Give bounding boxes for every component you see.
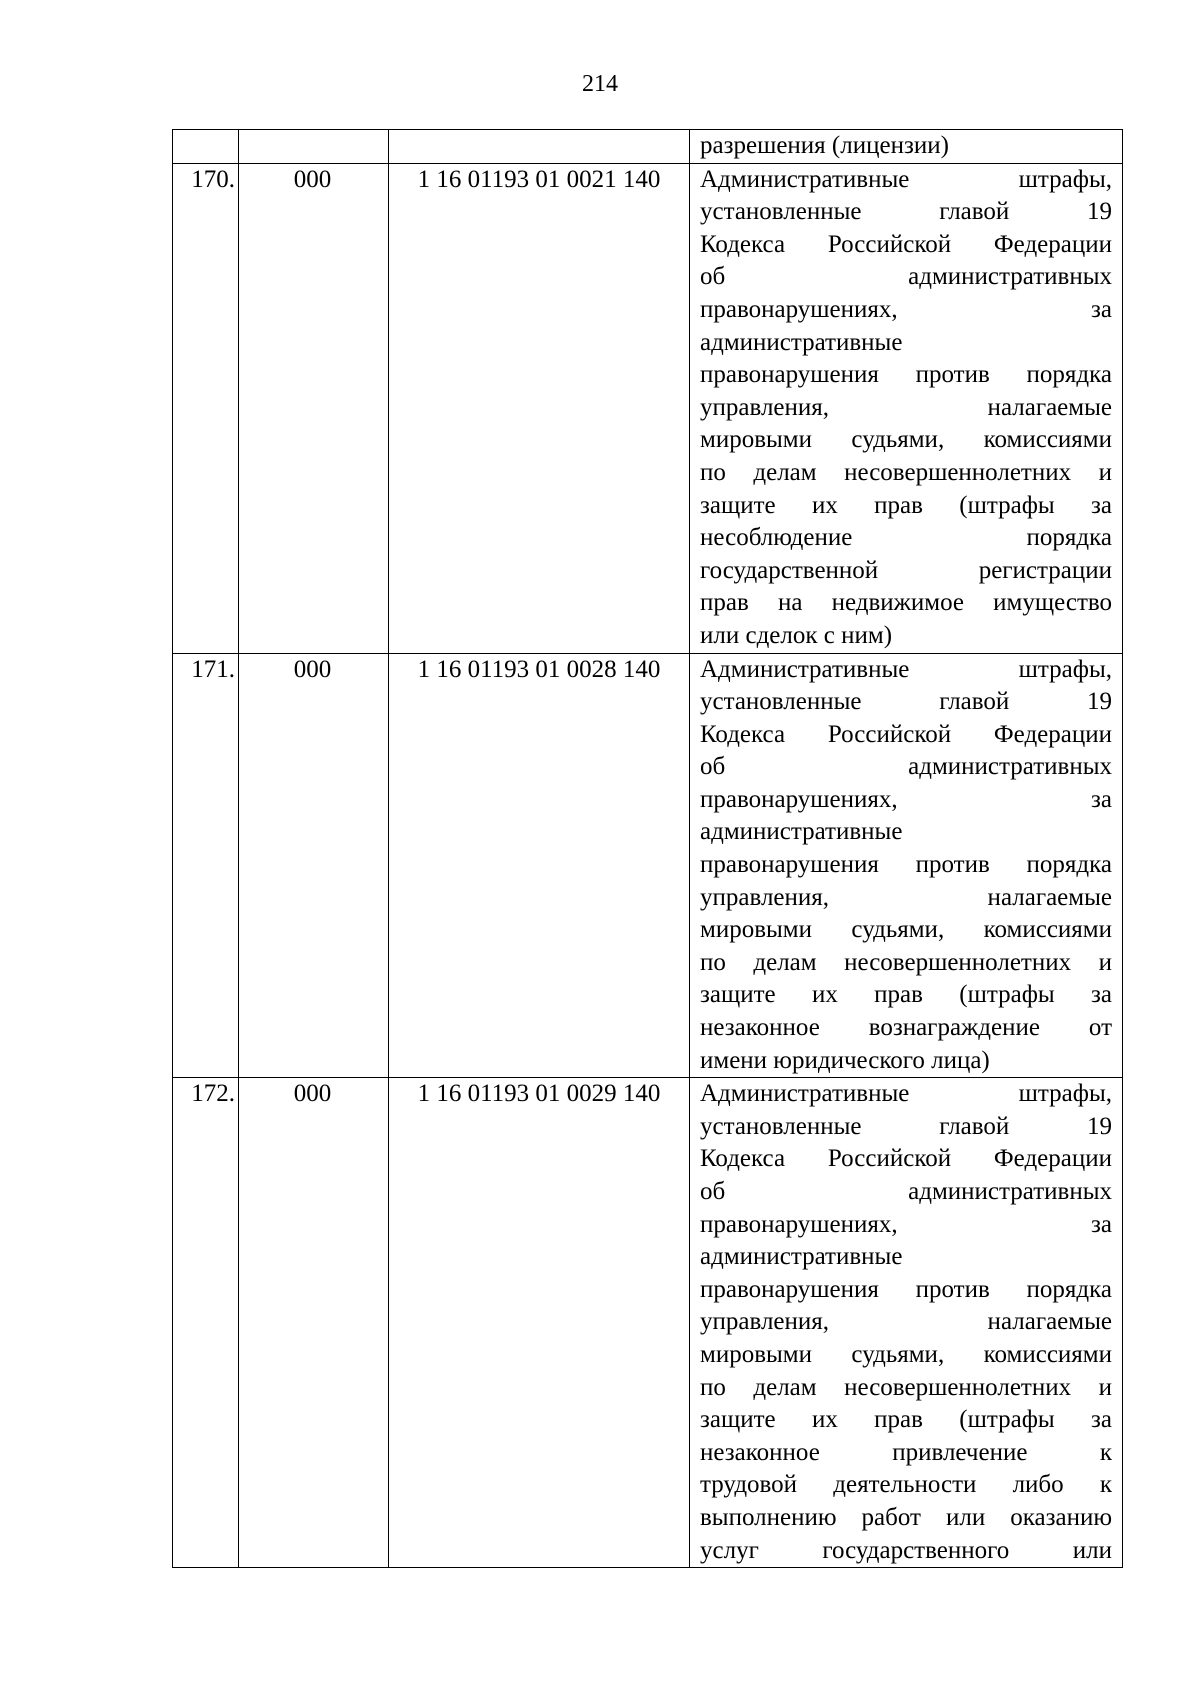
cell-num: 172.	[173, 1078, 239, 1568]
description-line: управления, налагаемые	[700, 1308, 1112, 1336]
description-line: выполнению работ или оказанию	[700, 1503, 1112, 1531]
description-line: управления, налагаемые	[700, 393, 1112, 421]
description-line: услуг государственного или	[700, 1536, 1112, 1564]
description-line: об административных	[700, 263, 1112, 291]
description-line: разрешения (лицензии)	[700, 132, 949, 159]
cell-budget-code: 1 16 01193 01 0029 140	[389, 1078, 690, 1568]
description-line: административные	[700, 1243, 903, 1271]
description-line: установленные главой 19	[700, 1112, 1112, 1140]
description-line: по делам несовершеннолетних и	[700, 1373, 1112, 1401]
description-line: Административные штрафы,	[700, 655, 1112, 683]
description-line: несоблюдение порядка	[700, 524, 1112, 552]
description-line: установленные главой 19	[700, 198, 1112, 226]
description-line: правонарушения против порядка	[700, 1275, 1112, 1303]
description-line: правонарушения против порядка	[700, 361, 1112, 389]
description-line: правонарушениях, за	[700, 785, 1112, 813]
description-line: защите их прав (штрафы за	[700, 1406, 1112, 1434]
description-line: трудовой деятельности либо к	[700, 1471, 1112, 1499]
table-row	[173, 1078, 1123, 1568]
description-line: по делам несовершеннолетних и	[700, 948, 1112, 976]
description-line: Кодекса Российской Федерации	[700, 1145, 1112, 1173]
description-line: Административные штрафы,	[700, 165, 1112, 193]
description-line: правонарушения против порядка	[700, 851, 1112, 879]
description-line: правонарушениях, за	[700, 295, 1112, 323]
table-row	[173, 163, 1123, 653]
description-line: мировыми судьями, комиссиями	[700, 1340, 1112, 1368]
budget-codes-table	[172, 129, 1123, 1568]
description-line: административные	[700, 818, 903, 846]
description-line: защите их прав (штрафы за	[700, 491, 1112, 519]
description-line: административные	[700, 328, 903, 356]
cell-description	[690, 130, 1123, 164]
cell-admin-code	[239, 130, 389, 164]
cell-admin-code: 000	[239, 653, 389, 1078]
description-line: имени юридического лица)	[700, 1046, 990, 1074]
description-line: управления, налагаемые	[700, 883, 1112, 911]
description-line: мировыми судьями, комиссиями	[700, 916, 1112, 944]
cell-budget-code: 1 16 01193 01 0021 140	[389, 163, 690, 653]
description-line: незаконное привлечение к	[700, 1438, 1112, 1466]
cell-description	[690, 653, 1123, 1078]
description-line: мировыми судьями, комиссиями	[700, 426, 1112, 454]
description-line: по делам несовершеннолетних и	[700, 458, 1112, 486]
description-line: об административных	[700, 1178, 1112, 1205]
description-line: или сделок с ним)	[700, 621, 893, 649]
cell-num: 171.	[173, 653, 239, 1078]
description-line: защите их прав (штрафы за	[700, 981, 1112, 1009]
cell-description	[690, 1078, 1123, 1568]
description-line: Административные штрафы,	[700, 1080, 1112, 1108]
cell-num: 170.	[173, 163, 239, 653]
description-line: прав на недвижимое имущество	[700, 589, 1112, 617]
cell-num	[173, 130, 239, 164]
description-line: Кодекса Российской Федерации	[700, 230, 1112, 258]
description-line: государственной регистрации	[700, 556, 1112, 584]
table-row-continuation	[173, 130, 1123, 164]
cell-budget-code	[389, 130, 690, 164]
cell-admin-code: 000	[239, 163, 389, 653]
description-line: незаконное вознаграждение от	[700, 1014, 1112, 1042]
description-line: об административных	[700, 753, 1112, 781]
table-row	[173, 653, 1123, 1078]
page-number: 214	[582, 71, 618, 97]
cell-admin-code: 000	[239, 1078, 389, 1568]
cell-budget-code: 1 16 01193 01 0028 140	[389, 653, 690, 1078]
description-line: правонарушениях, за	[700, 1210, 1112, 1238]
cell-description	[690, 163, 1123, 653]
description-line: Кодекса Российской Федерации	[700, 720, 1112, 748]
description-line: установленные главой 19	[700, 688, 1112, 716]
